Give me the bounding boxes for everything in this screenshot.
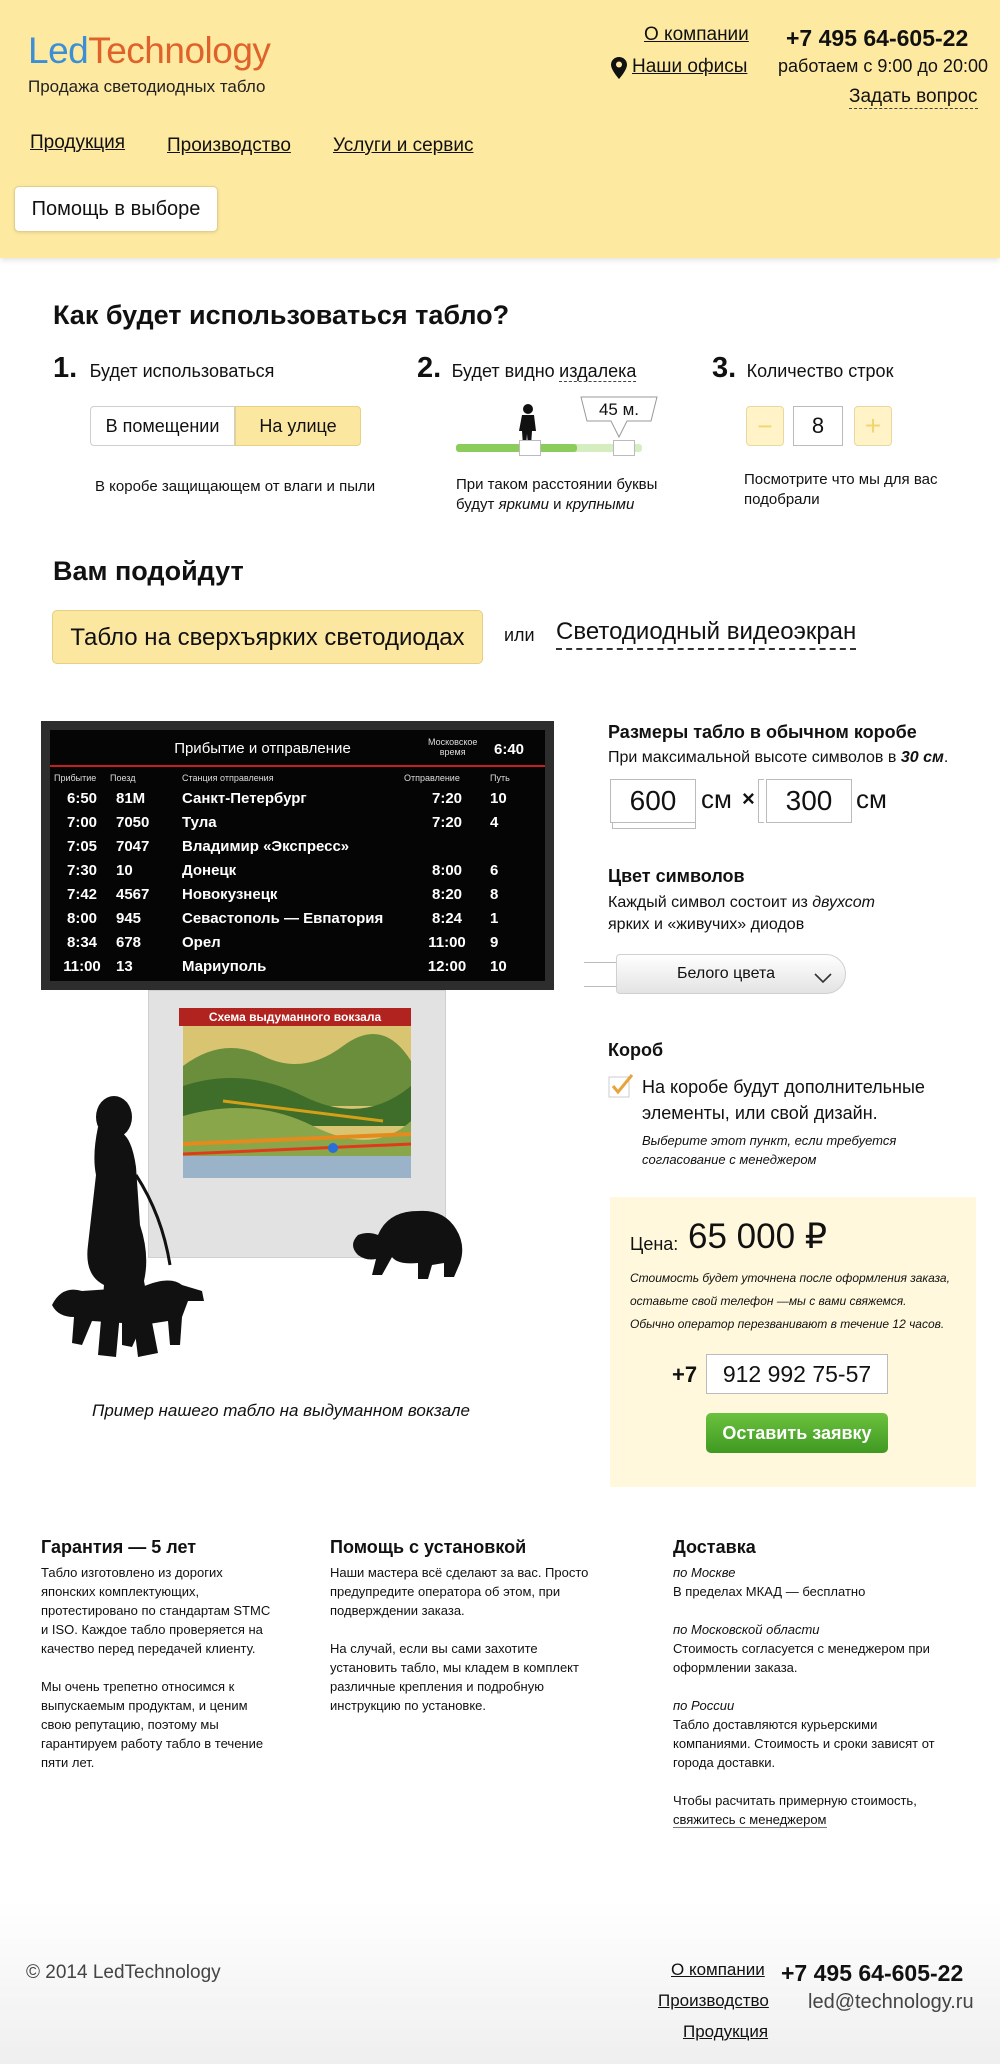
step2-note-and: и bbox=[553, 496, 562, 513]
info-line: различные крепления и подробную bbox=[330, 1679, 544, 1694]
board-cell-train: 7047 bbox=[116, 837, 150, 855]
board-row bbox=[54, 930, 542, 954]
contact-manager-link[interactable]: свяжитесь с менеджером bbox=[673, 1812, 827, 1827]
color-title: Цвет символов bbox=[608, 866, 745, 886]
install-title: Помощь с установкой bbox=[330, 1537, 527, 1557]
info-line: На случай, если вы сами захотите bbox=[330, 1641, 538, 1656]
height-input[interactable]: 300 bbox=[766, 779, 852, 823]
info-line: протестировано по стандартам STMC bbox=[41, 1603, 271, 1618]
info-line: Табло изготовлено из дорогих bbox=[41, 1565, 223, 1580]
distance-slider-fill bbox=[456, 444, 577, 452]
info-line: выпускаемым продуктам, и ценим bbox=[41, 1698, 248, 1713]
station-map-image bbox=[183, 1026, 411, 1178]
distance-value: 45 м. bbox=[598, 400, 640, 419]
height-unit: см bbox=[856, 784, 887, 814]
box-note bbox=[642, 1131, 896, 1169]
footer-phone[interactable]: +7 495 64-605-22 bbox=[781, 1960, 964, 1986]
box-check-label-b: элементы, или свой дизайн. bbox=[642, 1103, 878, 1123]
usage-title: Как будет использоваться табло? bbox=[53, 300, 510, 330]
board-time-label-b: время bbox=[439, 747, 466, 757]
box-check-label-a: На коробе будут дополнительные bbox=[642, 1077, 925, 1097]
nav-production[interactable]: Производство bbox=[167, 135, 291, 156]
board-frame bbox=[41, 721, 554, 990]
board-time-label-a: Московское bbox=[428, 737, 478, 747]
board-cell-train: 13 bbox=[116, 957, 133, 975]
board-row bbox=[54, 954, 542, 978]
info-line: установить табло, мы кладем в комплект bbox=[330, 1660, 579, 1675]
info-line: свою репутацию, поэтому мы bbox=[41, 1717, 219, 1732]
board-cell-train: 7050 bbox=[116, 813, 150, 831]
step3-title: Количество строк bbox=[746, 361, 894, 381]
board-cell-departure: 8:00 bbox=[431, 861, 463, 879]
delivery-russia-text-b: компаниями. Стоимость и сроки зависят от bbox=[673, 1736, 935, 1751]
decrement-rows-button[interactable]: − bbox=[746, 406, 784, 446]
board-cell-departure: 12:00 bbox=[427, 957, 467, 975]
delivery-region-text-b: оформлении заказа. bbox=[673, 1660, 798, 1675]
info-line: японских комплектующих, bbox=[41, 1584, 200, 1599]
info-line: пяти лет. bbox=[41, 1755, 95, 1770]
step3-heading bbox=[712, 352, 893, 385]
step2-note-line1: При таком расстоянии буквы bbox=[456, 476, 658, 493]
board-cell-track: 8 bbox=[490, 885, 499, 903]
step2-heading bbox=[417, 352, 636, 385]
warranty-text bbox=[41, 1563, 281, 1772]
info-line: подверждении заказа. bbox=[330, 1603, 465, 1618]
copyright: © 2014 LedTechnology bbox=[26, 1962, 221, 1983]
board-cell-station: Севастополь — Евпатория bbox=[182, 909, 384, 927]
board-cell-station: Мариуполь bbox=[182, 957, 267, 975]
color-select-value: Белого цвета bbox=[677, 965, 776, 982]
size-note-text: При максимальной высоте символов в bbox=[608, 749, 897, 766]
info-line: и ISO. Каждое табло проверяется на bbox=[41, 1622, 263, 1637]
info-line: качество перед передачей клиенту. bbox=[41, 1641, 256, 1656]
board-cell-track: 10 bbox=[490, 789, 507, 807]
board-screen bbox=[50, 730, 545, 981]
board-divider bbox=[50, 765, 545, 767]
warranty-title: Гарантия — 5 лет bbox=[41, 1537, 197, 1557]
color-note-b: двухсот bbox=[812, 894, 876, 911]
step1-title: Будет использоваться bbox=[89, 361, 275, 381]
logo[interactable] bbox=[28, 30, 270, 72]
board-cell-departure bbox=[404, 834, 490, 858]
board-cell-arrival: 7:05 bbox=[66, 837, 98, 855]
step3-note-line1: Посмотрите что мы для вас bbox=[744, 471, 938, 488]
phone-input[interactable]: 912 992 75-57 bbox=[706, 1354, 888, 1394]
board-cell-station: Санкт-Петербург bbox=[182, 789, 307, 807]
increment-rows-button[interactable]: + bbox=[854, 406, 892, 446]
step1-number: 1. bbox=[53, 352, 78, 384]
board-cell-train: 4567 bbox=[116, 885, 150, 903]
step2-title: Будет видно bbox=[451, 361, 555, 381]
board-cell-station: Владимир «Экспресс» bbox=[182, 837, 350, 855]
board-cell-departure: 8:24 bbox=[431, 909, 463, 927]
rows-count-input[interactable]: 8 bbox=[793, 406, 843, 446]
board-title: Прибытие и отправление bbox=[174, 740, 351, 757]
col-station: Станция отправления bbox=[182, 773, 274, 783]
delivery-text bbox=[673, 1563, 963, 1829]
color-note-a: Каждый символ состоит из bbox=[608, 894, 808, 911]
board-row bbox=[54, 810, 542, 834]
board-cell-track: 1 bbox=[490, 909, 499, 927]
board-table bbox=[54, 770, 542, 978]
distance-tooltip bbox=[580, 396, 658, 443]
board-cell-station: Тула bbox=[182, 813, 217, 831]
price-note-3: Обычно оператор перезванивают в течение 12 часов. bbox=[630, 1317, 945, 1331]
price-note-2: оставьте свой телефон —мы с вами свяжемся. bbox=[630, 1294, 907, 1308]
video-screen-option[interactable]: Светодиодный видеоэкран bbox=[556, 618, 856, 650]
info-line: гарантируем работу табло в течение bbox=[41, 1736, 264, 1751]
board-cell-arrival: 7:00 bbox=[66, 813, 98, 831]
footer bbox=[0, 1900, 1000, 2064]
step2-number: 2. bbox=[417, 352, 442, 384]
step2-note-bright: яркими bbox=[498, 496, 549, 513]
color-note bbox=[608, 892, 875, 936]
times-sign: × bbox=[742, 786, 755, 811]
site-header bbox=[0, 0, 1000, 258]
info-line: Наши мастера всё сделают за вас. Просто bbox=[330, 1565, 589, 1580]
board-cell-departure: 7:20 bbox=[431, 813, 463, 831]
board-cell-arrival: 7:30 bbox=[66, 861, 98, 879]
nav-services[interactable]: Услуги и сервис bbox=[333, 135, 474, 156]
color-note-c: ярких и «живучих» диодов bbox=[608, 916, 805, 933]
board-cell-train: 945 bbox=[116, 909, 142, 927]
info-line: инструкцию по установке. bbox=[330, 1698, 486, 1713]
chevron-down-icon bbox=[814, 970, 832, 988]
board-time: 6:40 bbox=[494, 741, 525, 758]
step2-note bbox=[456, 475, 657, 515]
delivery-moscow-head: по Москве bbox=[673, 1565, 736, 1580]
board-cell-track: 9 bbox=[490, 933, 499, 951]
step3-note bbox=[744, 470, 937, 510]
logo-led: Led bbox=[28, 30, 89, 71]
board-cell-station: Донецк bbox=[182, 861, 237, 879]
box-checkbox[interactable] bbox=[608, 1074, 632, 1098]
info-line bbox=[330, 1620, 610, 1639]
price-note bbox=[630, 1267, 950, 1336]
delivery-title: Доставка bbox=[673, 1537, 756, 1557]
footer-email[interactable]: led@technology.ru bbox=[808, 1991, 974, 2013]
help-choose-button[interactable]: Помощь в выборе bbox=[14, 186, 218, 232]
offices-link[interactable]: Наши офисы bbox=[632, 56, 748, 77]
or-label: или bbox=[504, 625, 535, 645]
box-note-b: согласование с менеджером bbox=[642, 1152, 817, 1167]
delivery-region-text-a: Стоимость согласуется с менеджером при bbox=[673, 1641, 930, 1656]
box-title: Короб bbox=[608, 1040, 664, 1060]
color-select[interactable] bbox=[616, 954, 846, 994]
board-cell-arrival: 8:00 bbox=[66, 909, 98, 927]
footer-production-link[interactable]: Производство bbox=[658, 1991, 769, 2010]
board-row bbox=[54, 834, 542, 858]
delivery-calc-text: Чтобы расчитать примерную стоимость, bbox=[673, 1793, 917, 1808]
size-title: Размеры табло в обычном коробе bbox=[608, 722, 917, 742]
box-note-a: Выберите этот пункт, если требуется bbox=[642, 1133, 897, 1148]
footer-products-link[interactable]: Продукция bbox=[683, 2022, 769, 2041]
board-cell-train: 10 bbox=[116, 861, 133, 879]
width-unit: см bbox=[701, 784, 732, 814]
board-cell-arrival: 11:00 bbox=[63, 957, 101, 975]
led-board-option[interactable]: Табло на сверхъярких светодиодах bbox=[52, 610, 483, 664]
submit-request-button[interactable]: Оставить заявку bbox=[706, 1413, 888, 1453]
board-cell-arrival: 7:42 bbox=[66, 885, 98, 903]
board-cell-arrival: 6:50 bbox=[66, 789, 98, 807]
delivery-region-head: по Московской области bbox=[673, 1622, 820, 1637]
woman-with-dog-silhouette bbox=[52, 1095, 210, 1371]
step2-title-far: издалека bbox=[559, 361, 637, 381]
location-pin-icon bbox=[611, 57, 627, 84]
station-map-title: Схема выдуманного вокзала bbox=[179, 1008, 411, 1026]
step1-note: В коробе защищающем от влаги и пыли bbox=[95, 478, 376, 495]
step2-note-large: крупными bbox=[565, 496, 635, 513]
logo-technology: Technology bbox=[88, 30, 271, 71]
step3-note-line2: подобрали bbox=[744, 491, 820, 508]
width-input[interactable]: 600 bbox=[610, 779, 696, 823]
board-cell-station: Новокузнецк bbox=[182, 885, 278, 903]
board-row bbox=[54, 858, 542, 882]
working-hours: работаем с 9:00 до 20:00 bbox=[778, 56, 988, 76]
nav-products[interactable]: Продукция bbox=[30, 132, 126, 153]
delivery-russia-text-c: города доставки. bbox=[673, 1755, 776, 1770]
box-check-label[interactable] bbox=[642, 1074, 925, 1126]
board-row bbox=[54, 906, 542, 930]
board-cell-track: 4 bbox=[490, 813, 499, 831]
board-row bbox=[54, 786, 542, 810]
step1-heading bbox=[53, 352, 274, 385]
board-header-row bbox=[54, 770, 542, 786]
step2-note-will: будут bbox=[456, 496, 495, 513]
suggest-title: Вам подойдут bbox=[53, 556, 244, 586]
col-train: Поезд bbox=[110, 773, 136, 783]
price-note-1: Стоимость будет уточнена после оформления заказа, bbox=[630, 1271, 950, 1285]
indoor-option[interactable]: В помещении bbox=[90, 406, 235, 446]
about-link[interactable]: О компании bbox=[644, 24, 749, 45]
ask-question-link[interactable]: Задать вопрос bbox=[849, 86, 978, 107]
price-panel bbox=[610, 1197, 976, 1487]
info-line: Мы очень трепетно относимся к bbox=[41, 1679, 235, 1694]
delivery-moscow-text: В пределах МКАД — бесплатно bbox=[673, 1584, 866, 1599]
install-text bbox=[330, 1563, 610, 1715]
size-note-max: 30 см bbox=[900, 749, 944, 766]
width-bracket bbox=[612, 823, 696, 829]
board-cell-track bbox=[490, 834, 542, 858]
slider-handle-person[interactable] bbox=[519, 440, 541, 456]
delivery-russia-head: по России bbox=[673, 1698, 735, 1713]
size-note: При максимальной высоте символов в 30 см. bbox=[608, 749, 949, 766]
checkmark-icon bbox=[608, 1074, 634, 1098]
board-cell-departure: 11:00 bbox=[428, 933, 466, 951]
phone-prefix: +7 bbox=[672, 1362, 698, 1387]
col-track: Путь bbox=[490, 773, 510, 783]
board-cell-arrival: 8:34 bbox=[66, 933, 98, 951]
height-bracket bbox=[758, 779, 764, 823]
board-cell-track: 6 bbox=[490, 861, 499, 879]
col-arrival: Прибытие bbox=[54, 773, 97, 783]
board-cell-track: 10 bbox=[490, 957, 507, 975]
board-cell-departure: 8:20 bbox=[431, 885, 463, 903]
tagline: Продажа светодиодных табло bbox=[28, 77, 266, 96]
step3-number: 3. bbox=[712, 352, 737, 384]
footer-about-link[interactable]: О компании bbox=[671, 1960, 765, 1979]
board-cell-train: 81М bbox=[116, 789, 146, 807]
outdoor-option[interactable]: На улице bbox=[235, 406, 361, 446]
bear-silhouette bbox=[348, 1205, 466, 1283]
price-label: Цена: bbox=[630, 1234, 679, 1254]
header-phone[interactable]: +7 495 64-605-22 bbox=[786, 25, 969, 51]
info-line: предупредите оператора об этом, при bbox=[330, 1584, 561, 1599]
price-value: 65 000 ₽ bbox=[688, 1217, 828, 1256]
board-cell-station: Орел bbox=[182, 933, 221, 951]
board-cell-departure: 7:20 bbox=[431, 789, 463, 807]
delivery-russia-text-a: Табло доставляются курьерскими bbox=[673, 1717, 878, 1732]
col-departure: Отправление bbox=[404, 773, 460, 783]
board-row bbox=[54, 882, 542, 906]
board-time-label bbox=[428, 737, 477, 757]
board-caption: Пример нашего табло на выдуманном вокзале bbox=[92, 1401, 470, 1420]
info-line bbox=[41, 1658, 281, 1677]
board-cell-train: 678 bbox=[116, 933, 142, 951]
